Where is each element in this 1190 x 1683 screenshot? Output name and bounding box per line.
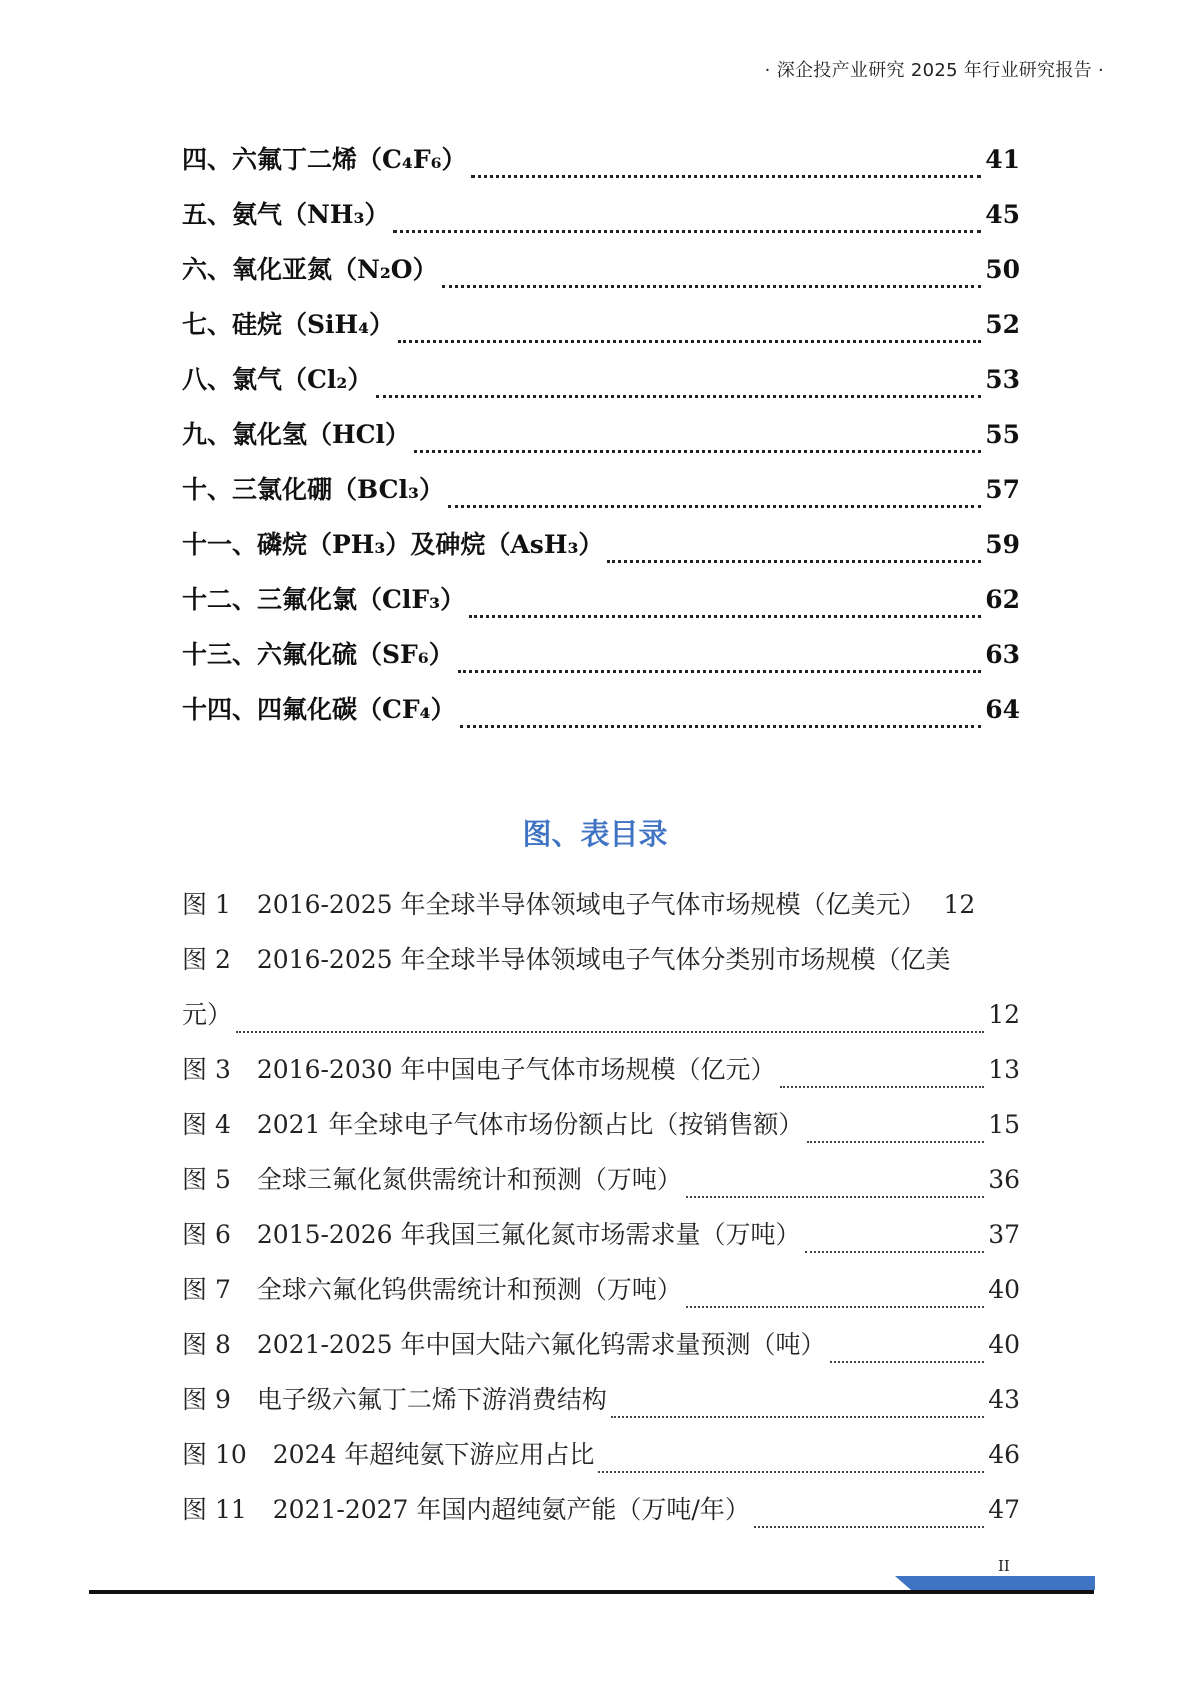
figure-entry[interactable] [182, 1105, 1020, 1160]
toc-entry[interactable] [182, 250, 1020, 305]
toc-entry-label: 九、氯化氢（HCl） [182, 420, 411, 449]
toc-entry[interactable] [182, 360, 1020, 415]
figure-page: 40 [988, 1330, 1020, 1359]
figure-list-title: 图、表目录 [522, 817, 668, 851]
figure-number: 图 11 [182, 1495, 247, 1524]
figure-leader-dots [805, 1251, 985, 1253]
toc-leader-dots [398, 340, 981, 343]
figure-page: 43 [988, 1385, 1020, 1414]
table-of-contents [182, 140, 1020, 745]
figure-leader-dots [686, 1196, 984, 1198]
toc-entry-page: 50 [985, 255, 1020, 284]
toc-entry-label: 六、氧化亚氮（N₂O） [182, 255, 438, 284]
page-number: II [998, 1557, 1010, 1575]
figure-entry-continuation[interactable] [182, 995, 1020, 1050]
toc-leader-dots [448, 505, 981, 508]
toc-entry-page: 59 [985, 530, 1020, 559]
toc-entry-label: 四、六氟丁二烯（C₄F₆） [182, 145, 467, 174]
figure-caption: 2021-2027 年国内超纯氨产能（万吨/年） [272, 1495, 750, 1524]
toc-entry[interactable] [182, 140, 1020, 195]
figure-page: 46 [988, 1440, 1020, 1469]
toc-entry-label: 十一、磷烷（PH₃）及砷烷（AsH₃） [182, 530, 604, 559]
toc-entry-label: 十、三氯化硼（BCl₃） [182, 475, 444, 504]
figure-caption: 2021-2025 年中国大陆六氟化钨需求量预测（吨） [256, 1330, 826, 1359]
figure-entry[interactable] [182, 1325, 1020, 1380]
figure-caption: 电子级六氟丁二烯下游消费结构 [256, 1385, 607, 1414]
figure-page: 36 [988, 1165, 1020, 1194]
toc-leader-dots [376, 395, 981, 398]
figure-number: 图 8 [182, 1330, 231, 1359]
figure-page: 12 [988, 1000, 1020, 1029]
toc-entry[interactable] [182, 195, 1020, 250]
toc-entry[interactable] [182, 580, 1020, 635]
figure-page: 12 [943, 890, 976, 919]
toc-entry-page: 45 [985, 200, 1020, 229]
toc-entry-page: 55 [985, 420, 1020, 449]
figure-page: 37 [988, 1220, 1020, 1249]
figure-number: 图 5 [182, 1165, 231, 1194]
figure-caption: 全球三氟化氮供需统计和预测（万吨） [256, 1165, 682, 1194]
toc-entry-label: 七、硅烷（SiH₄） [182, 310, 395, 339]
figure-number: 图 9 [182, 1385, 231, 1414]
toc-entry-page: 57 [985, 475, 1020, 504]
toc-leader-dots [458, 670, 981, 673]
figure-entry[interactable] [182, 1490, 1020, 1545]
toc-leader-dots [442, 285, 982, 288]
figure-leader-dots [780, 1086, 985, 1088]
figure-number: 图 7 [182, 1275, 231, 1304]
toc-entry[interactable] [182, 690, 1020, 745]
footer-accent-bar [895, 1576, 1095, 1590]
toc-entry-page: 53 [985, 365, 1020, 394]
toc-entry-page: 52 [985, 310, 1020, 339]
figure-entry[interactable] [182, 885, 1020, 940]
figure-caption: 2016-2030 年中国电子气体市场规模（亿元） [256, 1055, 776, 1084]
list-of-figures [182, 885, 1020, 1545]
figure-leader-dots [611, 1416, 984, 1418]
toc-entry[interactable] [182, 415, 1020, 470]
toc-entry-label: 十四、四氟化碳（CF₄） [182, 695, 456, 724]
footer-rule [89, 1590, 1094, 1594]
toc-leader-dots [469, 615, 981, 618]
toc-entry-label: 八、氯气（Cl₂） [182, 365, 373, 394]
toc-entry[interactable] [182, 525, 1020, 580]
figure-leader-dots [686, 1306, 984, 1308]
running-header: · 深企投产业研究 2025 年行业研究报告 · [764, 60, 1104, 81]
toc-leader-dots [393, 230, 981, 233]
figure-caption-continuation: 元） [182, 1000, 233, 1029]
figure-caption: 2024 年超纯氨下游应用占比 [272, 1440, 595, 1469]
toc-leader-dots [414, 450, 981, 453]
figure-number: 图 1 [182, 890, 231, 919]
figure-entry[interactable] [182, 1270, 1020, 1325]
toc-entry-page: 63 [985, 640, 1020, 669]
toc-entry-label: 五、氨气（NH₃） [182, 200, 390, 229]
toc-leader-dots [471, 175, 982, 178]
toc-entry-label: 十二、三氟化氯（ClF₃） [182, 585, 466, 614]
figure-page: 47 [988, 1495, 1020, 1524]
figure-leader-dots [830, 1361, 985, 1363]
toc-entry-page: 64 [985, 695, 1020, 724]
figure-caption: 2021 年全球电子气体市场份额占比（按销售额） [256, 1110, 804, 1139]
figure-leader-dots [598, 1471, 984, 1473]
figure-number: 图 10 [182, 1440, 247, 1469]
figure-leader-dots [754, 1526, 984, 1528]
figure-entry[interactable] [182, 1215, 1020, 1270]
figure-entry[interactable] [182, 1380, 1020, 1435]
figure-leader-dots [236, 1031, 984, 1033]
toc-entry[interactable] [182, 305, 1020, 360]
figure-page: 13 [988, 1055, 1020, 1084]
toc-leader-dots [460, 725, 982, 728]
figure-number: 图 2 [182, 945, 231, 974]
toc-entry-page: 62 [985, 585, 1020, 614]
toc-entry[interactable] [182, 635, 1020, 690]
toc-entry[interactable] [182, 470, 1020, 525]
figure-entry[interactable] [182, 1050, 1020, 1105]
figure-number: 图 4 [182, 1110, 231, 1139]
figure-caption: 2016-2025 年全球半导体领域电子气体市场规模（亿美元） [256, 890, 926, 919]
figure-entry[interactable] [182, 1435, 1020, 1490]
toc-leader-dots [607, 560, 981, 563]
figure-page: 15 [988, 1110, 1020, 1139]
figure-page: 40 [988, 1275, 1020, 1304]
toc-entry-label: 十三、六氟化硫（SF₆） [182, 640, 454, 669]
figure-number: 图 6 [182, 1220, 231, 1249]
figure-caption: 2016-2025 年全球半导体领域电子气体分类别市场规模（亿美 [256, 945, 951, 974]
figure-leader-dots [807, 1141, 984, 1143]
figure-caption: 全球六氟化钨供需统计和预测（万吨） [256, 1275, 682, 1304]
figure-entry[interactable] [182, 940, 1020, 995]
figure-caption: 2015-2026 年我国三氟化氮市场需求量（万吨） [256, 1220, 801, 1249]
toc-entry-page: 41 [985, 145, 1020, 174]
figure-entry[interactable] [182, 1160, 1020, 1215]
figure-number: 图 3 [182, 1055, 231, 1084]
